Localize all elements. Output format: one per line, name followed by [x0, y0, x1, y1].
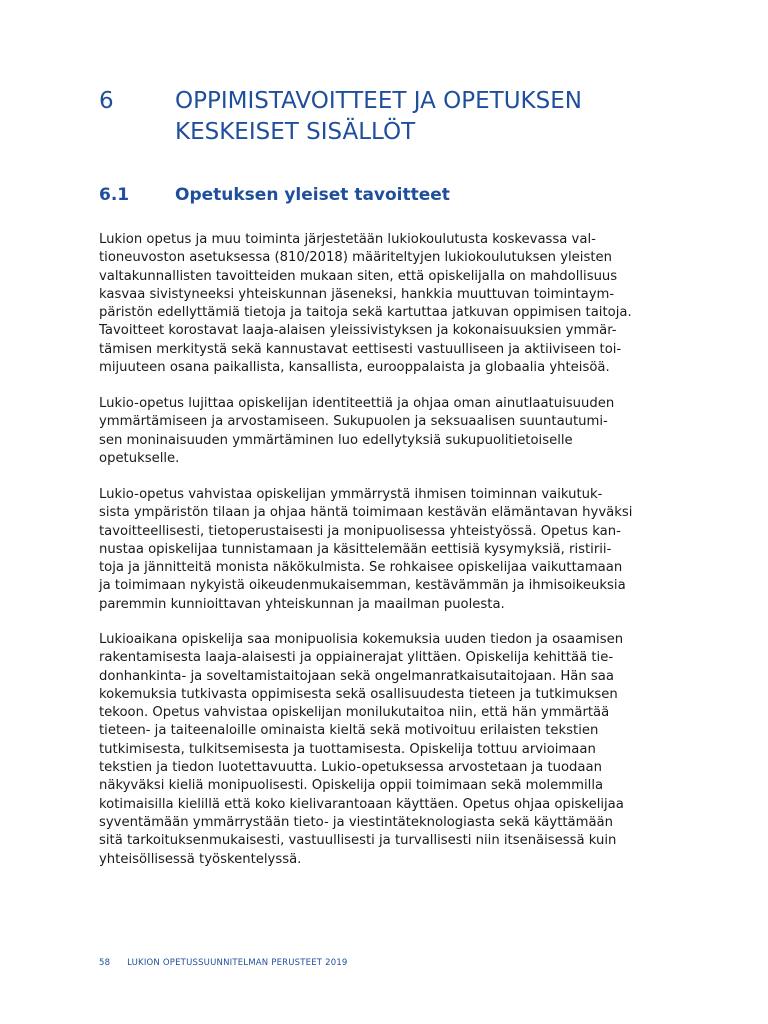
- paragraph-line: tieteen- ja taiteenaloille ominaista kieltä sekä motivoituu erilaisten tekstien: [99, 723, 599, 739]
- paragraph-line: valtakunnallisten tavoitteiden mukaan siten, että opiskelijalla on mahdollisuus: [99, 268, 618, 284]
- paragraph-line: opetukselle.: [99, 450, 180, 466]
- paragraph-line: tekoon. Opetus vahvistaa opiskelijan monilukutaitoa niin, että hän ymmärtää: [99, 705, 610, 721]
- paragraph-line: tekstien ja tiedon luotettavuutta. Lukio-opetuksessa arvostetaan ja tuodaan: [99, 760, 602, 776]
- section-number: 6.1: [99, 185, 130, 205]
- paragraph-line: kasvaa sivistyneeksi yhteiskunnan jäseneksi, hankkia muuttuvan toimintaym-: [99, 286, 615, 302]
- paragraph-line: paremmin kunnioittavan yhteiskunnan ja maailman puolesta.: [99, 596, 505, 612]
- paragraph-line: tutkimisesta, tulkitsemisesta ja tuottamisesta. Opiskelija tottuu arvioimaan: [99, 741, 596, 757]
- paragraph-line: kokemuksia tutkivasta oppimisesta sekä osallisuudesta tieteen ja tutkimuksen: [99, 686, 618, 702]
- chapter-title-line: KESKEISET SISÄLLÖT: [175, 119, 416, 145]
- paragraph-line: tämisen merkitystä sekä kannustavat eettisesti vastuulliseen ja aktiiviseen toi-: [99, 341, 622, 357]
- paragraph-line: yhteisöllisessä työskentelyssä.: [99, 851, 302, 867]
- paragraph-line: kotimaisilla kielillä että koko kielivarantoaan käyttäen. Opetus ohjaa opiskelijaa: [99, 796, 624, 812]
- paragraph-line: syventämään ymmärrystään tieto- ja viestintäteknologiasta sekä käyttämään: [99, 814, 613, 830]
- page-footer: [99, 958, 348, 968]
- chapter-number: 6: [99, 88, 114, 114]
- paragraph-line: Lukioaikana opiskelija saa monipuolisia kokemuksia uuden tiedon ja osaamisen: [99, 632, 624, 647]
- paragraph-line: Tavoitteet korostavat laaja-alaisen yleissivistyksen ja kokonaisuuksien ymmär-: [99, 323, 617, 339]
- paragraph-line: sitä tarkoituksenmukaisesti, vastuullisesti ja turvallisesti niin itsenäisessä kuin: [99, 833, 617, 849]
- paragraph: [99, 231, 659, 377]
- paragraph-line: tavoitteellisesti, tietoperustaisesti ja monipuolisessa yhteistyössä. Opetus kan-: [99, 523, 621, 539]
- paragraph-line: nustaa opiskelijaa tunnistamaan ja käsittelemään eettisiä kysymyksiä, ristirii-: [99, 541, 612, 557]
- paragraph-line: toja ja jännitteitä monista näkökulmista. Se rohkaisee opiskelijaa vaikuttamaan: [99, 560, 623, 576]
- paragraph-line: ja toimimaan nykyistä oikeudenmukaisemman, kestävämmän ja ihmisoikeuksia: [99, 578, 626, 594]
- paragraph-line: donhankinta- ja soveltamistaitojaan sekä ongelmanratkaisutaitojaan. Hän saa: [99, 668, 614, 684]
- section-title: Opetuksen yleiset tavoitteet: [175, 185, 450, 205]
- paragraph-line: ymmärtämiseen ja arvostamiseen. Sukupuolen ja seksuaalisen suuntautumi-: [99, 414, 608, 430]
- paragraph-line: Lukio-opetus vahvistaa opiskelijan ymmärrystä ihmisen toiminnan vaikutuk-: [99, 487, 603, 502]
- paragraph-line: rakentamisesta laaja-alaisesti ja oppiainerajat ylittäen. Opiskelija kehittää tie-: [99, 650, 614, 666]
- chapter-title: [175, 86, 582, 148]
- paragraph: [99, 486, 659, 614]
- paragraph-line: Lukio-opetus lujittaa opiskelijan identiteettiä ja ohjaa oman ainutlaatuisuuden: [99, 396, 615, 411]
- paragraph-line: mijuuteen osana paikallista, kansallista, eurooppalaista ja globaalia yhteisöä.: [99, 360, 610, 376]
- paragraph-line: päristön edellyttämiä tietoja ja taitoja sekä kartuttaa jatkuvan oppimisen taitoja.: [99, 305, 632, 321]
- paragraph-line: sista ympäristön tilaan ja ohjaa häntä toimimaan kestävän elämäntavan hyväksi: [99, 505, 633, 521]
- paragraph-line: Lukion opetus ja muu toiminta järjestetään lukiokoulutusta koskevassa val-: [99, 232, 596, 247]
- paragraph-line: sen moninaisuuden ymmärtäminen luo edellytyksiä sukupuolitietoiselle: [99, 432, 573, 448]
- paragraph: [99, 631, 659, 869]
- page-number: 58: [99, 958, 111, 968]
- paragraph-line: näkyväksi kieliä monipuolisesti. Opiskelija oppii toimimaan sekä molemmilla: [99, 778, 604, 794]
- paragraph: [99, 395, 659, 468]
- paragraph-line: tioneuvoston asetuksessa (810/2018) määriteltyjen lukiokoulutuksen yleisten: [99, 250, 612, 266]
- publication-title: LUKION OPETUSSUUNNITELMAN PERUSTEET 2019: [127, 958, 348, 968]
- chapter-title-line: OPPIMISTAVOITTEET JA OPETUKSEN: [175, 88, 582, 114]
